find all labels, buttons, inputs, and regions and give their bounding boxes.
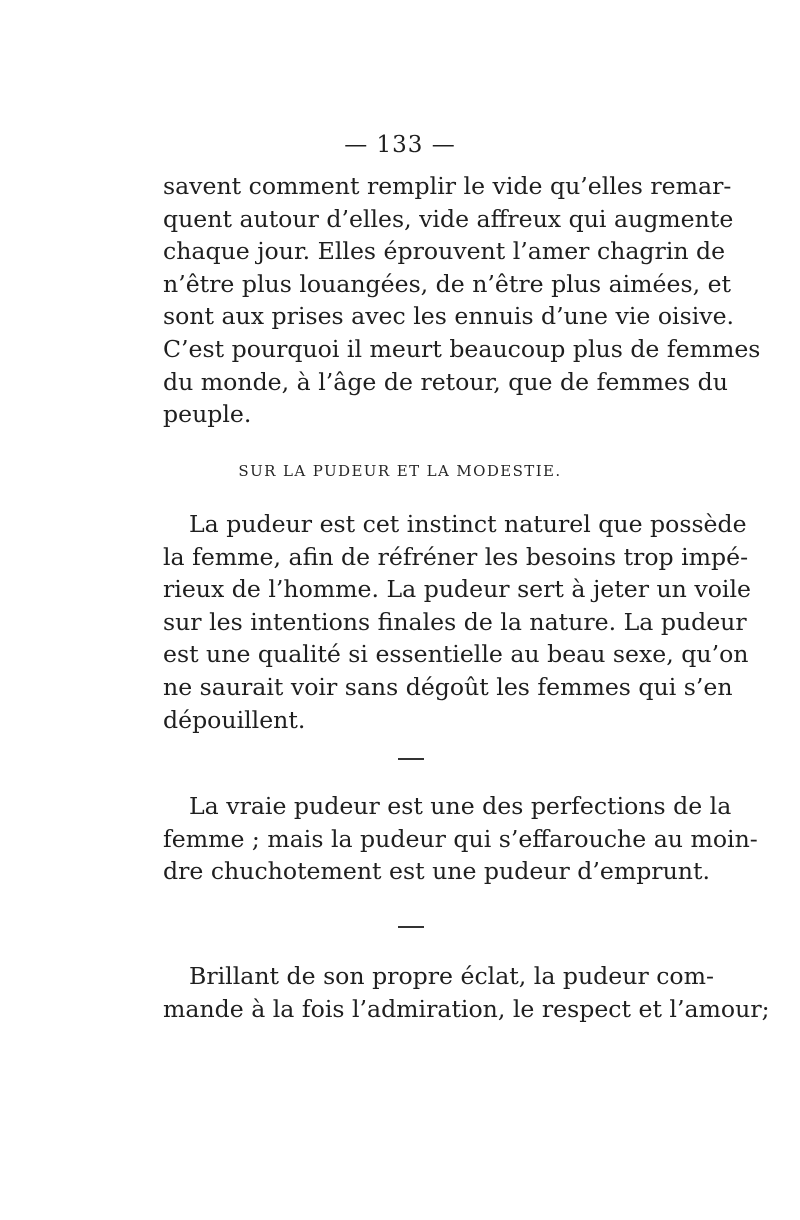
text-line: la femme, afin de réfréner les besoins trop impé- bbox=[163, 542, 749, 571]
section-divider bbox=[398, 926, 424, 928]
text-line: du monde, à l’âge de retour, que de femmes du bbox=[163, 367, 728, 396]
text-line: ne saurait voir sans dégoût les femmes qui s’en bbox=[163, 672, 733, 701]
text-line: chaque jour. Elles éprouvent l’amer chagrin de bbox=[163, 237, 726, 266]
text-line: sur les intentions finales de la nature. La pudeur bbox=[163, 607, 747, 636]
text-line: Brillant de son propre éclat, la pudeur com- bbox=[189, 962, 714, 990]
paragraph-continued bbox=[163, 170, 761, 431]
text-line: C’est pourquoi il meurt beaucoup plus de femmes bbox=[163, 334, 761, 363]
page-number: — 133 — bbox=[344, 132, 456, 158]
text-line: dre chuchotement est une pudeur d’emprunt. bbox=[163, 857, 710, 886]
text-line: femme ; mais la pudeur qui s’effarouche au moin- bbox=[163, 824, 758, 853]
paragraph-vraie-pudeur bbox=[163, 790, 758, 888]
text-line: dépouillent. bbox=[163, 705, 306, 734]
text-line: quent autour d’elles, vide affreux qui augmente bbox=[163, 204, 734, 233]
text-line: savent comment remplir le vide qu’elles remar- bbox=[163, 172, 732, 200]
text-line: est une qualité si essentielle au beau sexe, qu’on bbox=[163, 640, 749, 669]
section-heading: SUR LA PUDEUR ET LA MODESTIE. bbox=[238, 462, 562, 480]
text-line: La vraie pudeur est une des perfections de la bbox=[189, 792, 732, 820]
text-line: La pudeur est cet instinct naturel que possède bbox=[189, 510, 747, 538]
paragraph-pudeur-definition bbox=[163, 508, 751, 736]
text-line: sont aux prises avec les ennuis d’une vie oisive. bbox=[163, 302, 735, 331]
section-divider bbox=[398, 758, 424, 760]
text-line: rieux de l’homme. La pudeur sert à jeter un voile bbox=[163, 575, 751, 604]
text-line: mande à la fois l’admiration, le respect et l’amour; bbox=[163, 994, 770, 1023]
paragraph-brillant bbox=[163, 960, 770, 1025]
text-line: n’être plus louangées, de n’être plus aimées, et bbox=[163, 269, 732, 298]
text-line: peuple. bbox=[163, 400, 252, 429]
